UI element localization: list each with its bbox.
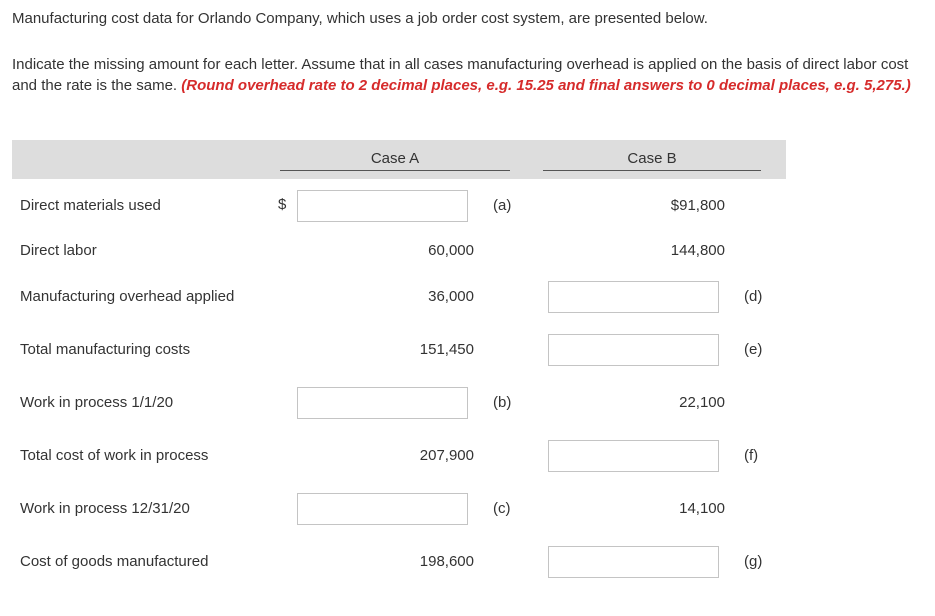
row-label: Total manufacturing costs bbox=[20, 341, 191, 358]
row-label: Total cost of work in process bbox=[20, 447, 209, 464]
row-label: Work in process 1/1/20 bbox=[20, 394, 174, 411]
case-b-answer-input[interactable] bbox=[548, 281, 719, 313]
answer-letter: (c) bbox=[493, 500, 511, 517]
row-label: Direct materials used bbox=[20, 197, 161, 214]
answer-letter: (a) bbox=[493, 197, 512, 214]
case-a-underline bbox=[280, 170, 510, 171]
row-label: Manufacturing overhead applied bbox=[20, 288, 235, 305]
instructions bbox=[12, 54, 924, 96]
case-b-value: 22,100 bbox=[679, 394, 725, 411]
currency-symbol: $ bbox=[278, 196, 287, 213]
answer-letter: (e) bbox=[744, 341, 763, 358]
case-a-value: 207,900 bbox=[419, 447, 474, 464]
case-b-value: 14,100 bbox=[679, 500, 725, 517]
case-a-answer-input[interactable] bbox=[297, 387, 468, 419]
case-b-underline bbox=[543, 170, 761, 171]
case-a-header: Case A bbox=[370, 150, 420, 167]
case-b-answer-input[interactable] bbox=[548, 334, 719, 366]
case-a-answer-input[interactable] bbox=[297, 493, 468, 525]
case-b-answer-input[interactable] bbox=[548, 440, 719, 472]
case-a-value: 198,600 bbox=[419, 553, 474, 570]
row-label: Direct labor bbox=[20, 242, 97, 259]
case-a-value: 151,450 bbox=[419, 341, 474, 358]
answer-letter: (b) bbox=[493, 394, 512, 411]
row-label: Work in process 12/31/20 bbox=[20, 500, 190, 517]
intro-text: Manufacturing cost data for Orlando Company, which uses a job order cost system, are presented below. bbox=[12, 10, 708, 27]
case-a-value: 60,000 bbox=[428, 242, 474, 259]
instructions-text: Indicate the missing amount for each letter. Assume that in all cases manufacturing overhead is applied on the basis of direct labor cost and the rate is the same. bbox=[12, 56, 909, 94]
answer-letter: (f) bbox=[744, 447, 759, 464]
answer-letter: (d) bbox=[744, 288, 763, 305]
case-b-value: $91,800 bbox=[670, 197, 725, 214]
rounding-hint: (Round overhead rate to 2 decimal places, e.g. 15.25 and final answers to 0 decimal places, e.g. 5,275.) bbox=[181, 77, 911, 94]
case-b-answer-input[interactable] bbox=[548, 546, 719, 578]
case-b-value: 144,800 bbox=[670, 242, 725, 259]
case-a-answer-input[interactable] bbox=[297, 190, 468, 222]
row-label: Cost of goods manufactured bbox=[20, 553, 209, 570]
case-b-header: Case B bbox=[627, 150, 677, 167]
answer-letter: (g) bbox=[744, 553, 763, 570]
case-a-value: 36,000 bbox=[428, 288, 474, 305]
